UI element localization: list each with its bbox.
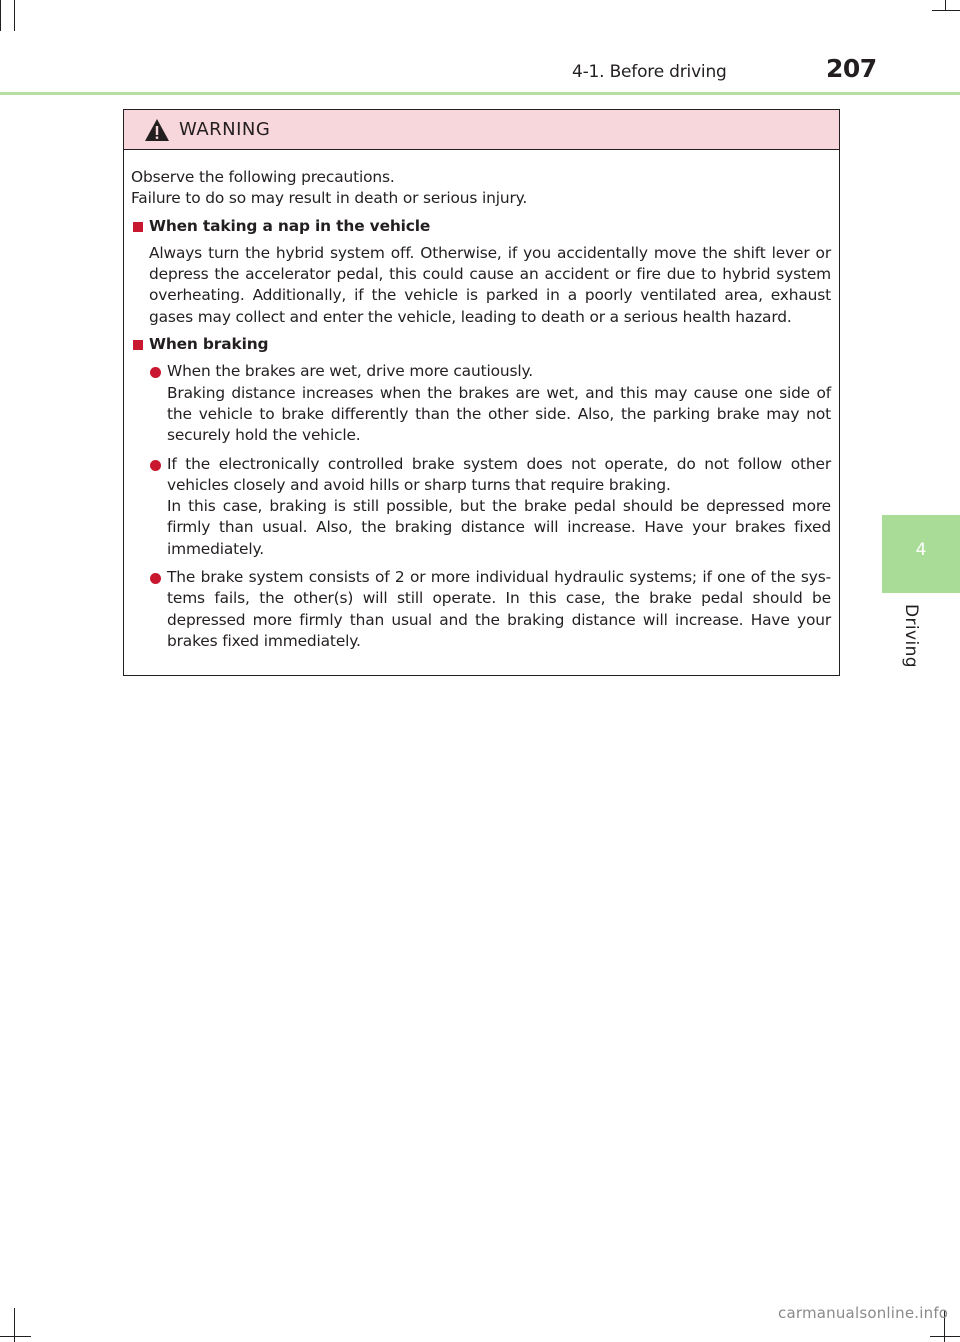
- section-title: 4-1. Before driving: [572, 62, 727, 82]
- watermark: carmanualsonline.info: [778, 1304, 949, 1322]
- chapter-tab: [882, 515, 960, 593]
- list-item: [167, 567, 831, 652]
- warning-header: [124, 110, 839, 150]
- bullet-line: In this case, braking is still possible, but the brake pedal should be depressed more firmly than usual. Also, the braking distance will increase. Have your brakes fixed immediately.: [167, 497, 831, 558]
- warning-box: [123, 109, 840, 676]
- intro-line: Observe the following precautions.: [131, 168, 395, 186]
- circle-bullet-icon: [150, 573, 161, 584]
- intro-line: Failure to do so may result in death or serious injury.: [131, 189, 528, 208]
- crop-mark: [14, 0, 15, 31]
- section-heading-text: When braking: [149, 335, 269, 354]
- crop-mark: [930, 1336, 960, 1337]
- section-heading-text: When taking a nap in the vehicle: [149, 216, 431, 235]
- section-heading-nap: [131, 216, 831, 237]
- crop-mark: [0, 1336, 31, 1337]
- warning-intro: [131, 167, 831, 210]
- section-text-nap: Always turn the hybrid system off. Otherwise, if you accidentally move the shift lever or depress the accelerator pedal, this could cause an accident or fire due to hybrid system overheating. Additionally, if the vehicle is parked in a poorly ventilated area, exhaust gases may collect and enter the vehicle, leading to death or a serious health hazard.: [149, 243, 831, 326]
- crop-mark: [945, 0, 946, 10]
- crop-mark: [932, 10, 960, 11]
- chapter-label: Driving: [901, 604, 921, 668]
- bullet-line: When the brakes are wet, drive more cautiously.: [167, 362, 533, 381]
- warning-label: WARNING: [179, 119, 271, 140]
- bullet-line: Braking distance increases when the brakes are wet, and this may cause one side of the vehicle to brake differently than the other side. Also, the parking brake may not securely hold the vehicle.: [167, 383, 831, 445]
- list-item: [167, 454, 831, 560]
- section-heading-braking: [131, 334, 831, 355]
- bullet-line: The brake system consists of 2 or more individual hydraulic systems; if one of the sys-tems fails, the other(s) will still operate. In this case, the brake pedal should be depressed more firmly than usual and the braking distance will increase. Have your brakes fixed immediately.: [167, 568, 831, 650]
- list-item: [167, 361, 831, 446]
- circle-bullet-icon: [150, 367, 161, 378]
- circle-bullet-icon: [150, 460, 161, 471]
- header-divider: [0, 92, 960, 95]
- crop-mark: [0, 0, 1, 31]
- chapter-number: 4: [915, 540, 927, 560]
- square-bullet-icon: [133, 222, 143, 232]
- square-bullet-icon: [133, 340, 143, 350]
- warning-triangle-icon: [144, 118, 170, 142]
- warning-body: [124, 150, 839, 652]
- bullet-line: If the electronically controlled brake system does not operate, do not follow other vehicles closely and avoid hills or sharp turns that require braking.: [167, 454, 831, 494]
- page-number: 207: [826, 54, 877, 83]
